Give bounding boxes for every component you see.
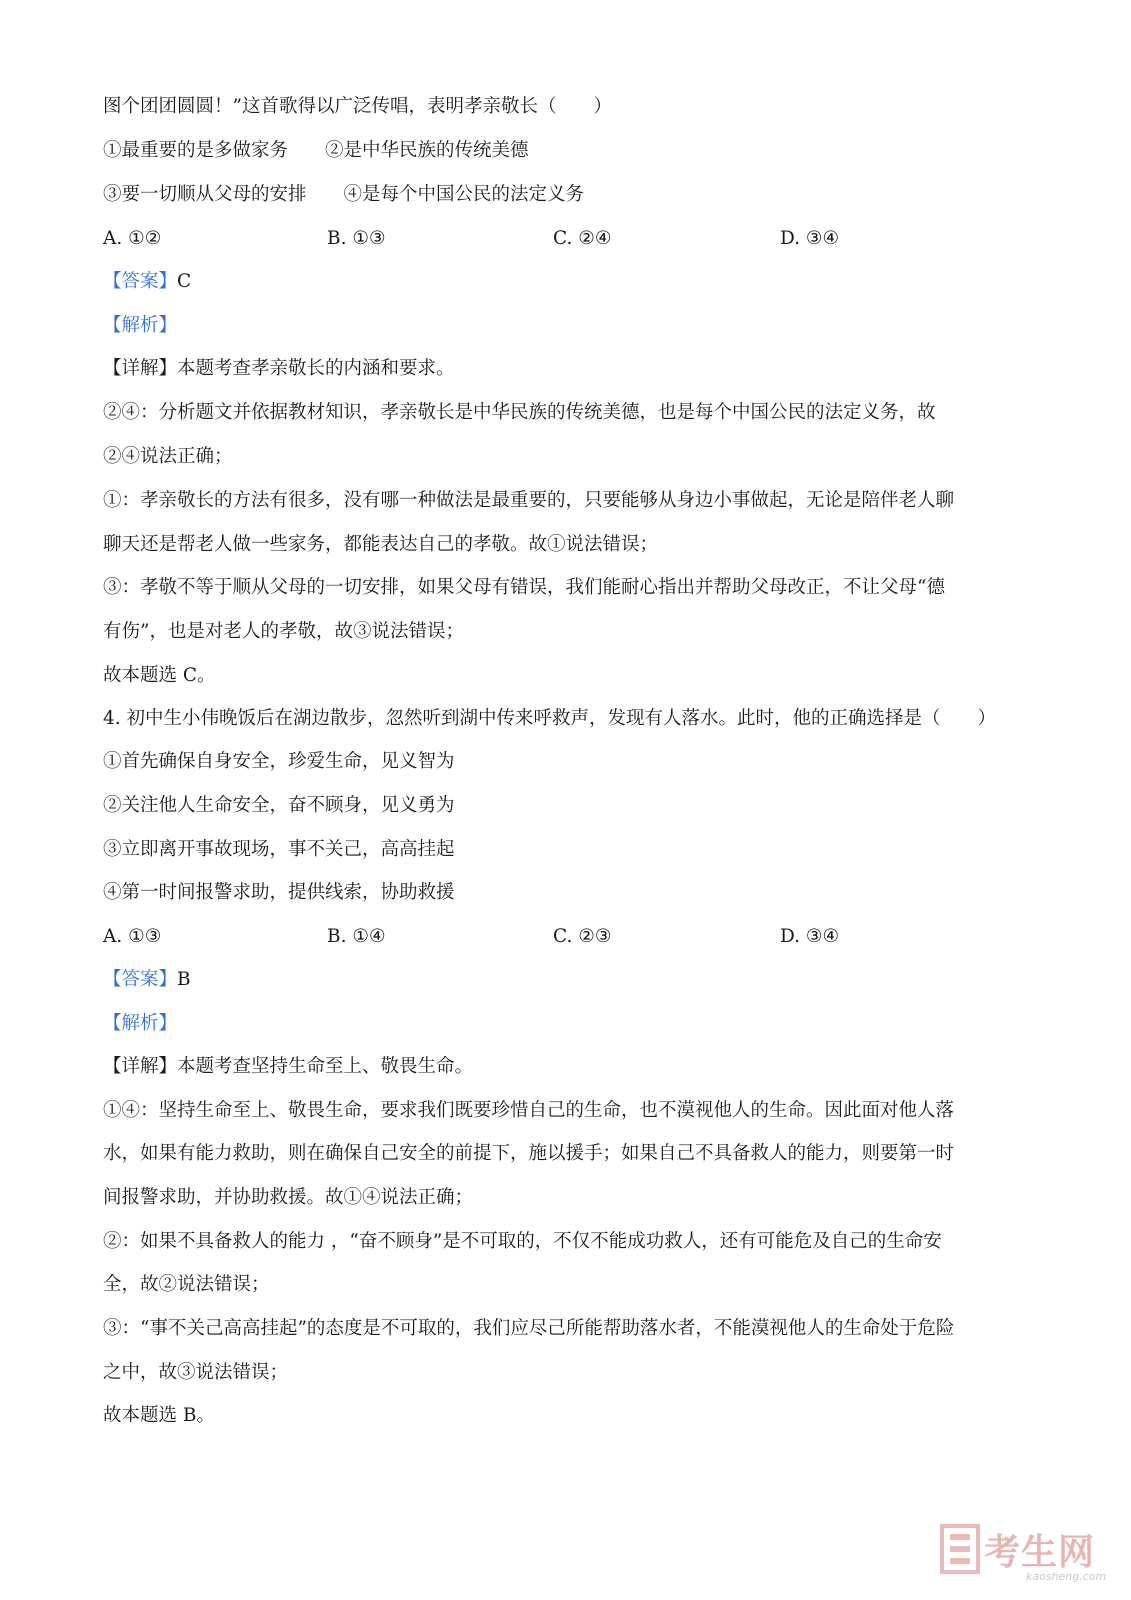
q3-explanation-line: 有伤”，也是对老人的孝敬，故③说法错误；: [103, 621, 464, 642]
q3-explanation-line: ②④：分析题文并依据教材知识，孝亲敬长是中华民族的传统美德，也是每个中国公民的法定义务，故: [103, 402, 936, 423]
q3-option-c: C. ②④: [553, 228, 612, 249]
q3-explanation-line: ②④说法正确；: [103, 446, 233, 467]
q4-option-d: D. ③④: [780, 926, 840, 947]
logo-mark-icon: [940, 1520, 980, 1576]
q4-statement: ②关注他人生命安全，奋不顾身，见义勇为: [103, 795, 455, 816]
q3-analysis-tag: 【解析】: [103, 315, 178, 336]
q4-stem: 4. 初中生小伟晚饭后在湖边散步，忽然听到湖中传来呼救声，发现有人落水。此时，他的正确选择是（ ）: [103, 708, 997, 729]
answer-tag: 【答案】: [103, 271, 178, 292]
watermark-url: kaosheng.com: [1026, 1570, 1107, 1583]
q4-statement: ④第一时间报警求助，提供线索，协助救援: [103, 882, 455, 903]
q4-statement: ③立即离开事故现场，事不关己，高高挂起: [103, 839, 455, 860]
q3-statements-1: ①最重要的是多做家务 ②是中华民族的传统美德: [103, 140, 529, 161]
q4-explanation-line: 间报警求助，并协助救援。故①④说法正确；: [103, 1187, 474, 1208]
q4-conclusion: 故本题选 B。: [103, 1405, 215, 1426]
q3-option-a: A. ①②: [103, 228, 162, 249]
q3-option-d: D. ③④: [780, 228, 840, 249]
watermark-logo: [940, 1520, 1115, 1590]
q4-explanation-line: ①④：坚持生命至上、敬畏生命，要求我们既要珍惜自己的生命，也不漠视他人的生命。因此面对他人落: [103, 1100, 955, 1121]
q4-explanation-line: 水，如果有能力救助，则在确保自己安全的前提下，施以援手；如果自己不具备救人的能力，则要第一时: [103, 1143, 955, 1164]
q4-option-b: B. ①④: [327, 926, 386, 947]
q4-option-c: C. ②③: [553, 926, 612, 947]
q3-option-b: B. ①③: [327, 228, 386, 249]
q4-explanation-line: 之中，故③说法错误；: [103, 1362, 289, 1383]
q3-explanation-line: 聊天还是帮老人做一些家务，都能表达自己的孝敬。故①说法错误；: [103, 534, 659, 555]
answer-value: B: [177, 969, 191, 990]
q4-statement: ①首先确保自身安全，珍爱生命，见义智为: [103, 751, 455, 772]
q4-explanation-line: 全，故②说法错误；: [103, 1274, 270, 1295]
q3-answer: [103, 270, 191, 294]
q3-statements-2: ③要一切顺从父母的安排 ④是每个中国公民的法定义务: [103, 184, 585, 205]
answer-value: C: [177, 271, 192, 292]
q4-option-a: A. ①③: [103, 926, 162, 947]
q4-explanation-line: ③：“事不关己高高挂起”的态度是不可取的，我们应尽己所能帮助落水者，不能漠视他人的生命处于危险: [103, 1318, 955, 1339]
q4-answer: [103, 968, 191, 992]
answer-tag: 【答案】: [103, 969, 178, 990]
q3-conclusion: 故本题选 C。: [103, 665, 216, 686]
q3-explanation-line: ③：孝敬不等于顺从父母的一切安排，如果父母有错误，我们能耐心指出并帮助父母改正，不让父母“德: [103, 577, 945, 598]
q4-analysis-tag: 【解析】: [103, 1013, 178, 1034]
q3-detail: 【详解】本题考查孝亲敬长的内涵和要求。: [103, 358, 455, 379]
q4-detail: 【详解】本题考查坚持生命至上、敬畏生命。: [103, 1056, 474, 1077]
watermark-text: 考生网: [984, 1532, 1096, 1573]
q3-stem-tail: 图个团团圆圆！”这首歌得以广泛传唱，表明孝亲敬长（ ）: [103, 96, 612, 117]
q3-explanation-line: ①：孝亲敬长的方法有很多，没有哪一种做法是最重要的，只要能够从身边小事做起，无论是陪伴老人聊: [103, 490, 955, 511]
q4-explanation-line: ②：如果不具备救人的能力 ，“奋不顾身”是不可取的，不仅不能成功救人，还有可能危及自己的生命安: [103, 1231, 942, 1252]
